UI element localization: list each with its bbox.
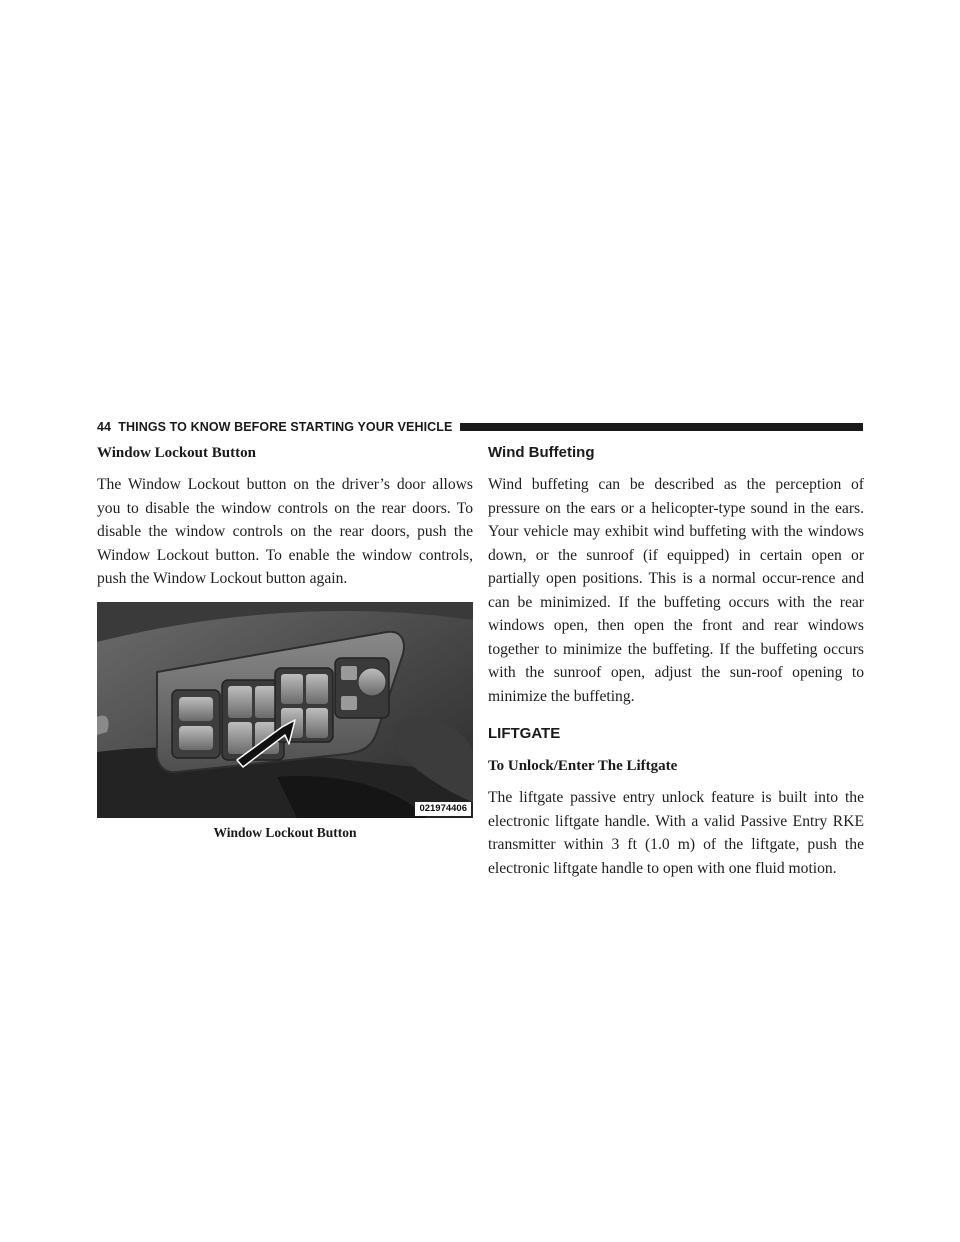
wind-buffeting-paragraph	[488, 473, 864, 708]
text-line: the rear windows open, then open the front and rear	[488, 593, 864, 634]
liftgate-paragraph	[488, 786, 864, 880]
liftgate-subheading: To Unlock/Enter The Liftgate	[488, 758, 678, 774]
right-column	[488, 441, 864, 880]
text-line: disable the window controls on the rear doors, push the	[97, 523, 473, 540]
window-lockout-paragraph	[97, 473, 473, 591]
window-lockout-heading: Window Lockout Button	[97, 445, 256, 461]
text-line: ears. Your vehicle may exhibit wind buffeting with the	[488, 499, 864, 540]
header-rule	[460, 423, 863, 431]
page-header-text	[97, 420, 460, 434]
text-line: you to disable the window controls on the rear doors. To	[97, 499, 473, 517]
text-line: pressure on the ears or a helicopter-type sound in the	[488, 499, 830, 517]
text-line: Wind buffeting can be described as the perception of	[488, 476, 864, 493]
wind-buffeting-heading: Wind Buffeting	[488, 444, 595, 461]
text-line: The Window Lockout button on the driver’s door allows	[97, 476, 473, 493]
text-line: windows down, or the sunroof (if equipped) in certain	[488, 523, 865, 564]
text-line: The liftgate passive entry unlock feature is built into the	[488, 789, 864, 806]
left-column	[97, 441, 473, 841]
text-line: rence and can be minimized. If the buffeting occurs with	[488, 570, 864, 611]
text-line: roof opening to minimize the buffeting.	[488, 664, 864, 705]
figure-caption: Window Lockout Button	[213, 824, 357, 840]
window-lockout-figure	[97, 602, 473, 818]
text-line: push the Window Lockout button again.	[97, 570, 348, 587]
page-header-title: THINGS TO KNOW BEFORE STARTING YOUR VEHICLE	[118, 420, 453, 434]
text-line: open or partially open positions. This is a normal occur-	[488, 546, 865, 587]
page-header	[97, 419, 863, 435]
figure-code: 021974406	[415, 802, 471, 816]
text-line: transmitter within 3 ft (1.0 m) of the liftgate, push the	[488, 836, 864, 853]
text-line: buffeting occurs with the sunroof open, adjust the sun-	[488, 640, 864, 681]
page-number: 44	[97, 420, 112, 434]
liftgate-heading: LIFTGATE	[488, 725, 561, 742]
text-line: electronic liftgate handle to open with one fluid motion.	[488, 859, 837, 877]
text-line: windows together to minimize the buffeting. If the	[488, 617, 864, 658]
text-line: Window Lockout button. To enable the window controls,	[97, 546, 473, 564]
door-panel-illustration	[97, 602, 473, 818]
text-line: electronic liftgate handle. With a valid Passive Entry RKE	[488, 812, 864, 830]
